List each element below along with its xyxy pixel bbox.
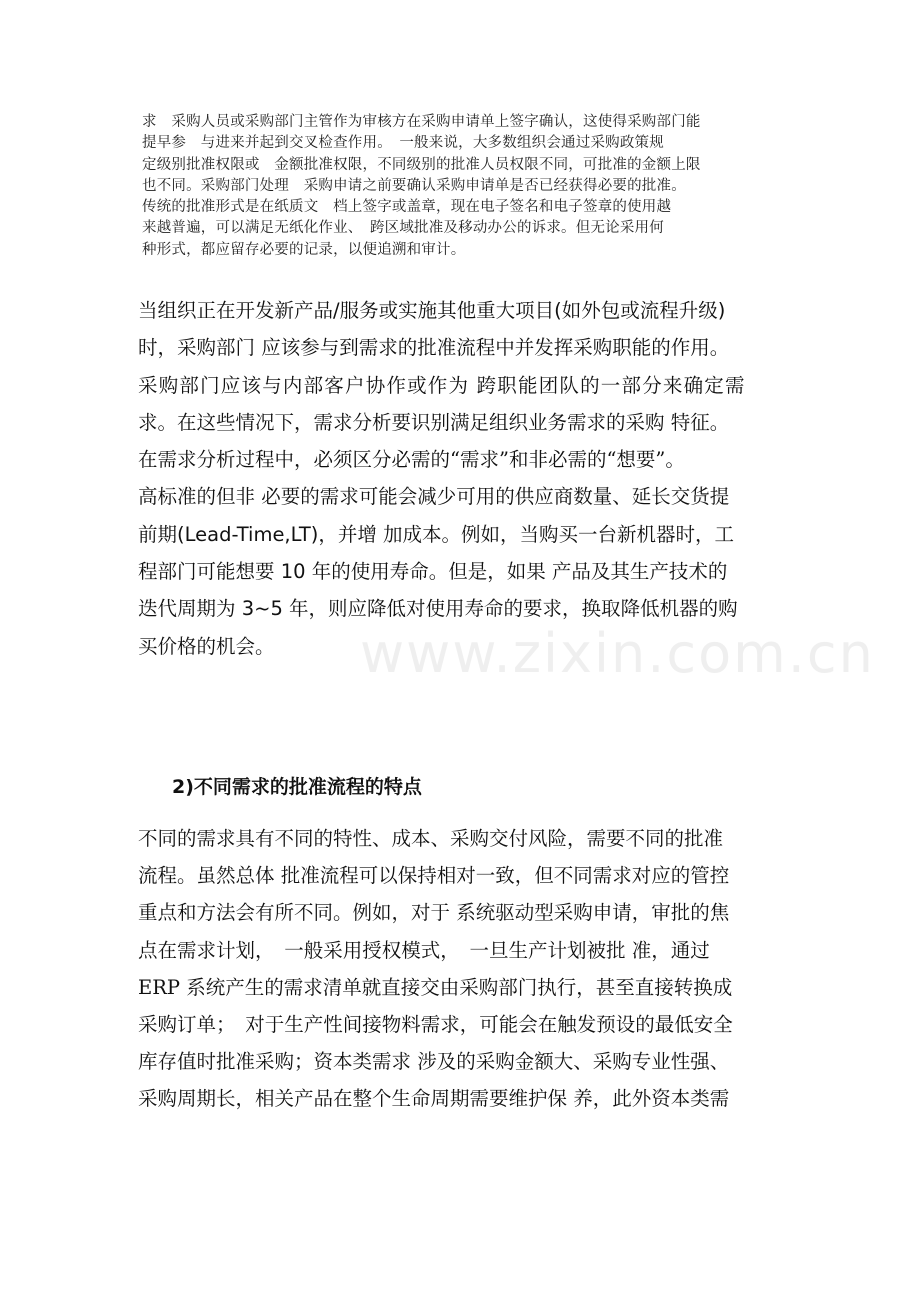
paragraph-line: 不同的需求具有不同的特性、成本、采购交付风险，需要不同的批准 <box>138 827 724 850</box>
paragraph-line: 重点和方法会有所不同。例如，对于 系统驱动型采购申请，审批的焦 <box>138 901 730 925</box>
paragraph-2 <box>138 820 798 1118</box>
paragraph-1 <box>138 292 798 665</box>
text-run: 程部门可能想要 <box>138 560 281 584</box>
small-line: 传统的批准形式是在纸质文 档上签字或盖章，现在电子签名和电子签章的使用越 <box>142 199 672 216</box>
text-run: 3~5 年，则应降低对使用寿命的要求，换取 <box>241 597 621 621</box>
paragraph-line <box>138 292 798 329</box>
small-line: 种形式，都应留存必要的记录，以便追溯和审计。 <box>142 241 466 258</box>
paragraph-line <box>138 553 798 590</box>
paragraph-line: 采购周期长，相关产品在整个生命周期需要维护保 养，此外资本类需 <box>138 1087 730 1111</box>
watermark: www.zixin.com.cn <box>360 622 875 685</box>
text-run: 当组织正在开发新产品 <box>138 299 334 322</box>
text-run: (Lead-Time,LT)，并增 <box>177 522 377 546</box>
text-run: 应该参与到需求的批准流程中并发挥采购职能的作用。 <box>255 336 730 360</box>
paragraph-line: 流程。虽然总体 批准流程可以保持相对一致，但不同需求对应的管控 <box>138 864 730 888</box>
small-line: 提早参 与进来并起到交叉检查作用。 一般来说，大多数组织会通过采购政策规 <box>142 135 664 152</box>
paragraph-line <box>138 590 798 627</box>
small-paragraph <box>142 112 802 261</box>
paragraph-line: 在需求分析过程中，必须区分必需的“需求”和非必需的“想要”。 <box>138 448 685 472</box>
paragraph-line: 点在需求计划， 一般采用授权模式， 一旦生产计划被批 准，通过 <box>138 938 710 962</box>
text-run: 使用寿命。但是，如果 产品及其生产技术的 <box>350 560 728 584</box>
text-run: 迭代周期为 <box>138 597 242 621</box>
paragraph-line: 采购订单； 对于生产性间接物料需求，可能会在触发预设的最低安全 <box>138 1012 733 1036</box>
paragraph-line <box>138 329 798 366</box>
paragraph-line: 买价格的机会。 <box>138 634 275 658</box>
small-line: 来越普遍，可以满足无纸化作业、 跨区域批准及移动办公的诉求。但无论采用何 <box>142 220 664 237</box>
paragraph-line: ERP 系统产生的需求清单就直接交由采购部门执行，甚至直接转换成 <box>138 975 733 999</box>
text-run: 降低机器的购 <box>620 597 738 621</box>
paragraph-line: 采购部门应该与内部客户协作或作为 跨职能团队的一部分来确定需 <box>138 373 746 397</box>
paragraph-line <box>138 516 798 553</box>
text-run: /服务或实施其他重大项目(如外包或流程升级) <box>333 299 726 322</box>
text-run: 加成本。例如，当购买一台新机器时，工 <box>376 522 735 546</box>
small-line: 求 采购人员或采购部门主管作为审核方在采购申请单上签字确认，这使得采购部门能 <box>142 114 701 130</box>
paragraph-line: 求。在这些情况下，需求分析要识别满足组织业务需求的采购 特征。 <box>138 410 730 434</box>
section-heading: 2)不同需求的批准流程的特点 <box>172 776 422 798</box>
text-run: 前期 <box>138 522 178 546</box>
text-run: 时，采购部门 <box>138 336 256 360</box>
text-run: 10 年的 <box>280 560 351 584</box>
small-line: 定级别批准权限或 金额批准权限，不同级别的批准人员权限不同，可批准的金额上限 <box>142 156 701 173</box>
paragraph-line: 高标准的但非 必要的需求可能会减少可用的供应商数量、延长交货提 <box>138 485 730 509</box>
small-line: 也不同。采购部门处理 采购申请之前要确认采购申请单是否已经获得必要的批准。 <box>142 177 686 194</box>
paragraph-line: 库存值时批准采购；资本类需求 涉及的采购金额大、采购专业性强、 <box>138 1050 730 1074</box>
